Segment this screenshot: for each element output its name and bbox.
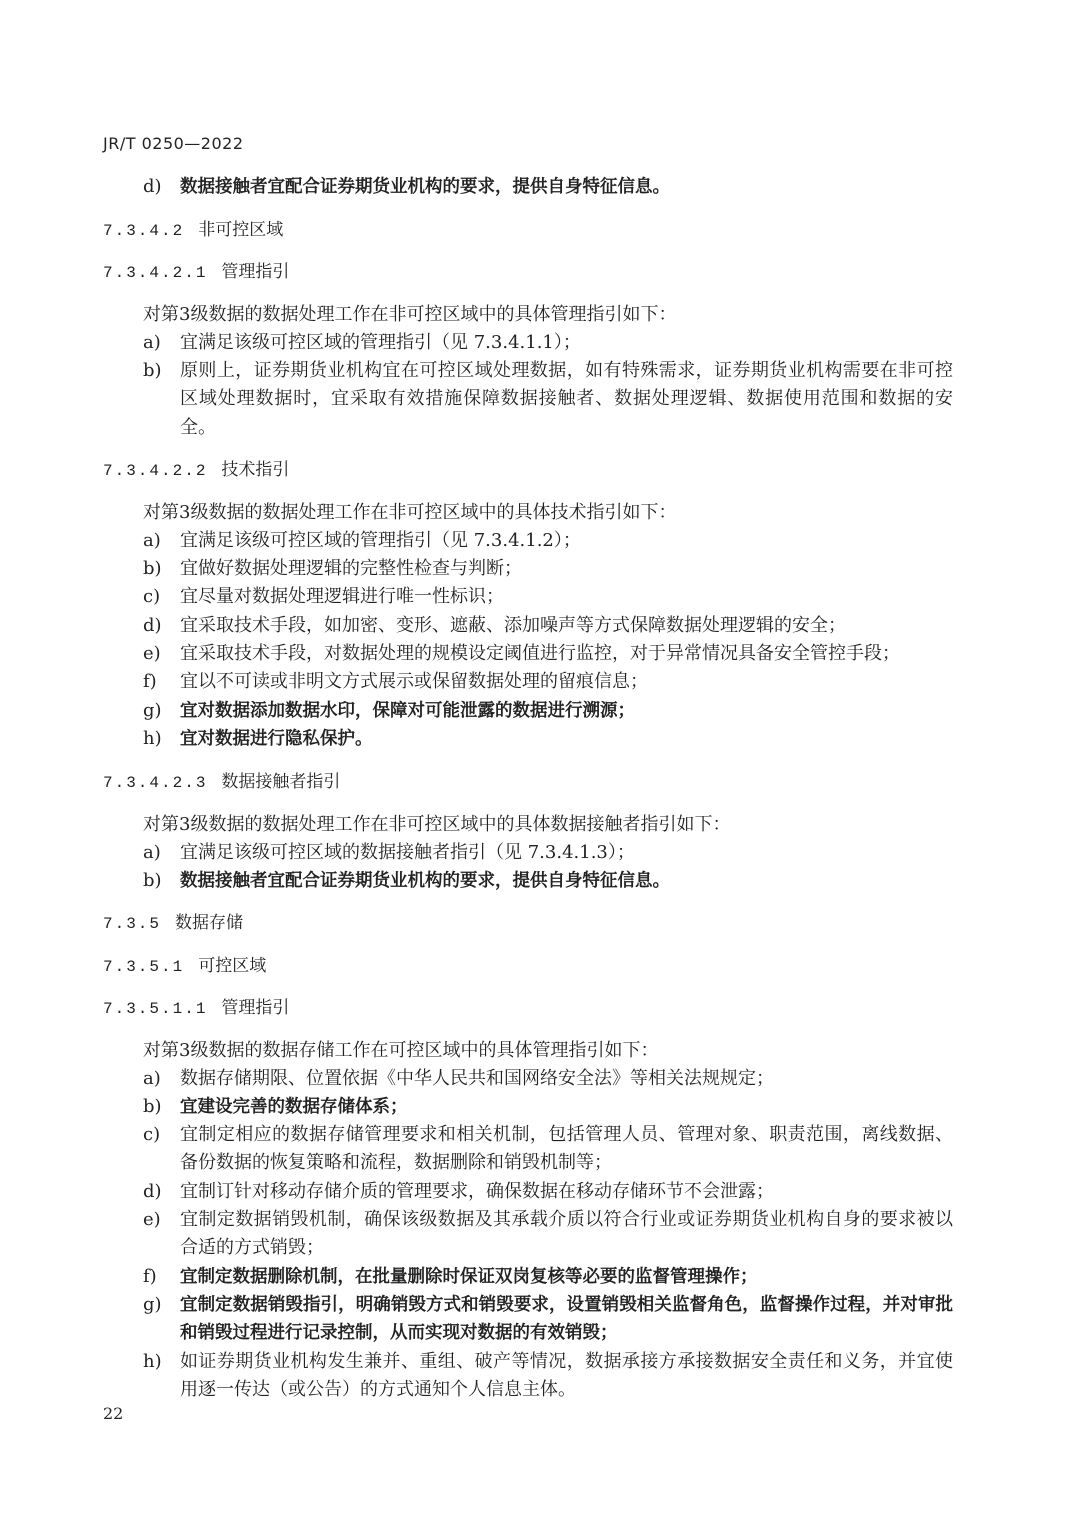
section-heading: [103, 994, 289, 1023]
section-number: 7.3.4.2.2: [103, 462, 208, 480]
item-label: d): [143, 615, 162, 636]
item-text: 宜尽量对数据处理逻辑进行唯一性标识；: [180, 586, 504, 607]
section-title: 管理指引: [221, 262, 290, 282]
list-item: [143, 697, 953, 725]
intro-paragraph: 对第3级数据的数据处理工作在非可控区域中的具体管理指引如下：: [143, 304, 677, 325]
list-item: [143, 527, 953, 555]
item-text: 宜制定数据销毁指引，明确销毁方式和销毁要求，设置销毁相关监督角色，监督操作过程，并对审批和销毁过程进行记录控制，从而实现对数据的有效销毁；: [180, 1295, 953, 1344]
section-title: 非可控区域: [198, 220, 284, 240]
section-number: 7.3.5: [103, 915, 162, 933]
item-text: 宜制定数据销毁机制，确保该级数据及其承载介质以符合行业或证券期货业机构自身的要求被以合适的方式销毁；: [180, 1209, 953, 1259]
item-text: 宜满足该级可控区域的数据接触者指引（见 7.3.4.1.3）；: [180, 842, 635, 863]
list-item: [143, 612, 953, 640]
item-label: a): [143, 1068, 161, 1089]
item-text: 宜建设完善的数据存储体系；: [180, 1097, 408, 1117]
item-label: a): [143, 530, 161, 551]
item-text: 宜制定数据删除机制，在批量删除时保证双岗复核等必要的监督管理操作；: [180, 1267, 758, 1287]
list-item: [143, 1263, 953, 1291]
list-item: [143, 1065, 953, 1093]
intro-paragraph: 对第3级数据的数据处理工作在非可控区域中的具体数据接触者指引如下：: [143, 814, 731, 835]
item-text: 如证券期货业机构发生兼并、重组、破产等情况，数据承接方承接数据安全责任和义务，并宜使用逐一传达（或公告）的方式通知个人信息主体。: [180, 1351, 953, 1401]
item-text: 数据存储期限、位置依据《中华人民共和国网络安全法》等相关法规规定；: [180, 1068, 774, 1089]
section-number: 7.3.5.1: [103, 958, 185, 976]
item-text: 宜满足该级可控区域的管理指引（见 7.3.4.1.1）；: [180, 332, 581, 353]
list-item: [143, 640, 953, 668]
item-label: c): [143, 1124, 161, 1145]
list-item: [143, 357, 953, 442]
item-text: 宜制定相应的数据存储管理要求和相关机制，包括管理人员、管理对象、职责范围，离线数据、备份数据的恢复策略和流程，数据删除和销毁机制等；: [180, 1124, 953, 1174]
list-item: [143, 668, 953, 696]
item-label: b): [143, 360, 162, 381]
item-text: 宜采取技术手段，如加密、变形、遮蔽、添加噪声等方式保障数据处理逻辑的安全；: [180, 615, 846, 636]
list-item: [143, 1093, 953, 1121]
item-text: 宜满足该级可控区域的管理指引（见 7.3.4.1.2）；: [180, 530, 581, 551]
item-text: 宜以不可读或非明文方式展示或保留数据处理的留痕信息；: [180, 671, 648, 692]
item-text: 宜对数据添加数据水印，保障对可能泄露的数据进行溯源；: [180, 701, 635, 721]
item-label: g): [143, 1294, 162, 1315]
list-item: [143, 1291, 953, 1348]
item-label: g): [143, 700, 162, 721]
item-text: 宜制订针对移动存储介质的管理要求，确保数据在移动存储环节不会泄露；: [180, 1181, 774, 1202]
item-text: 数据接触者宜配合证券期货业机构的要求，提供自身特征信息。: [180, 177, 670, 197]
list-item: [143, 1348, 953, 1405]
section-title: 技术指引: [221, 460, 290, 480]
item-text: 原则上，证券期货业机构宜在可控区域处理数据，如有特殊需求，证券期货业机构需要在非可控区域处理数据时，宜采取有效措施保障数据接触者、数据处理逻辑、数据使用范围和数据的安全。: [180, 360, 953, 438]
intro-paragraph: 对第3级数据的数据处理工作在非可控区域中的具体技术指引如下：: [143, 502, 677, 523]
list-item: [143, 583, 953, 611]
item-label: h): [143, 1351, 162, 1372]
item-label: c): [143, 586, 161, 607]
item-text: 宜采取技术手段，对数据处理的规模设定阈值进行监控，对于异常情况具备安全管控手段；: [180, 643, 900, 664]
section-heading: [103, 216, 283, 245]
section-heading: [103, 258, 289, 287]
section-number: 7.3.4.2.3: [103, 774, 208, 792]
list-item: [143, 839, 953, 867]
section-heading: [103, 909, 243, 938]
item-label: a): [143, 332, 161, 353]
list-item: [143, 329, 953, 357]
section-number: 7.3.4.2: [103, 222, 185, 240]
intro-paragraph: 对第3级数据的数据存储工作在可控区域中的具体管理指引如下：: [143, 1040, 659, 1061]
item-text: 宜做好数据处理逻辑的完整性检查与判断；: [180, 558, 522, 579]
item-text: 数据接触者宜配合证券期货业机构的要求，提供自身特征信息。: [180, 871, 670, 891]
document-header: JR/T 0250—2022: [103, 134, 244, 153]
item-label: a): [143, 842, 161, 863]
list-item: [143, 867, 953, 895]
item-label: e): [143, 1209, 161, 1230]
section-heading: [103, 768, 340, 797]
list-item: [143, 555, 953, 583]
list-item: [143, 725, 953, 753]
item-label: f): [143, 671, 157, 692]
item-label: f): [143, 1266, 157, 1287]
item-label: d): [143, 176, 162, 197]
list-item: [143, 1178, 953, 1206]
item-label: b): [143, 1096, 162, 1117]
item-label: d): [143, 1181, 162, 1202]
section-title: 数据接触者指引: [221, 772, 341, 792]
section-heading: [103, 456, 289, 485]
item-text: 宜对数据进行隐私保护。: [180, 729, 373, 749]
section-heading: [103, 952, 266, 981]
list-item: [143, 1121, 953, 1178]
section-title: 管理指引: [221, 998, 290, 1018]
list-item: [143, 1206, 953, 1263]
item-label: b): [143, 558, 162, 579]
list-item: [143, 173, 953, 201]
item-label: h): [143, 728, 162, 749]
page-number: 22: [103, 1404, 124, 1423]
section-number: 7.3.5.1.1: [103, 1000, 208, 1018]
item-label: e): [143, 643, 161, 664]
section-title: 数据存储: [175, 913, 244, 933]
section-title: 可控区域: [198, 956, 267, 976]
section-number: 7.3.4.2.1: [103, 264, 208, 282]
item-label: b): [143, 870, 162, 891]
